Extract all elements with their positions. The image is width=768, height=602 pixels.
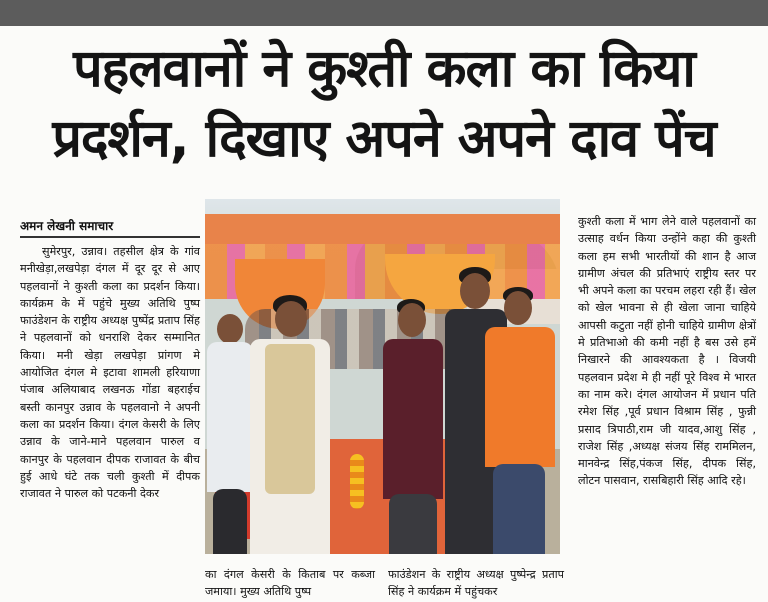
article-text-right: कुश्ती कला में भाग लेने वाले पहलवानों का उत्साह वर्धन किया उन्होंने कहा की कुश्ती कला हम सभी भारतीयों की शान है आज ग्रामीण अंचल की प्रतिभाएं राष्ट्रीय स्तर पर भी अपने कला का परचम लहरा रही हैं। खेल को खेल भावना से ही खेला जाना चाहिये आपसी कटुता नहीं होनी चाहिये ग्रामीण क्षेत्रों मे प्रतिभाओ की कमी नहीं है बस उसे हमें निखारने की आवश्यकता है । विजयी पहलवान प्रदेश मे ही नहीं पूरे विश्व मे भारत का नाम करे। दंगल आयोजन में प्रधान पति रमेश सिंह ,पूर्व प्रधान विश्राम सिंह , फुन्नी प्रसाद त्रिपाठी,राम जी यादव,आशु सिंह , राजेश सिंह ,अध्यक्ष संजय सिंह राममिलन, मानवेन्द्र सिंह,पंकज सिंह, दीपक सिंह, लोटन पासवान, रासबिहारी सिंह आदि रहे।: [578, 215, 756, 488]
headline-line-1: पहलवानों ने कुश्ती कला का किया: [73, 39, 695, 99]
byline: अमन लेखनी समाचार: [20, 219, 114, 233]
headline: [0, 34, 768, 174]
article-column-bottom-2: [388, 566, 564, 601]
article-text-left: सुमेरपुर, उन्नाव। तहसील क्षेत्र के गांव मनीखेड़ा,लखपेड़ा दंगल में दूर दूर से आए पहलवानों ने कुश्ती कला का प्रदर्शन किया। कार्यक्रम के में पहुंचे मुख्य अतिथि पुष्प फाउंडेशन के राष्ट्रीय अध्यक्ष पुष्पेंद्र प्रताप सिंह ने पहलवानों को धनराशि देकर सम्मानित किया। मनी खेड़ा लखपेड़ा प्रांगण मे आयोजित दंगल मे इटावा शामली हरियाणा पंजाब अलियाबाद लखनऊ गोंडा बहराईच बस्ती कानपुर उन्नाव के पहलवानो ने अपनी कला का प्रदर्शन किया। दंगल केसरी के लिए उन्नाव के जाने-माने पहलवान पारुल व कानपुर के पहलवान दीपक राजावत के बीच हुई आधे घंटे तक चली कुश्ती में दीपक राजावत ने पारुल को पटकनी देकर: [20, 245, 200, 501]
top-bar: [0, 0, 768, 26]
article-column-right: [578, 213, 756, 490]
article-column-bottom-1: [205, 566, 375, 601]
article-text-bottom-2: फाउंडेशन के राष्ट्रीय अध्यक्ष पुष्पेन्द्र प्रताप सिंह ने कार्यक्रम में पहुंचकर: [388, 568, 564, 599]
byline-divider: [20, 236, 200, 238]
article-text-bottom-1: का दंगल केसरी के किताब पर कब्जा जमाया। मुख्य अतिथि पुष्प: [205, 568, 375, 599]
headline-line-2: प्रदर्शन, दिखाए अपने अपने दाव पेंच: [52, 109, 716, 169]
article-column-left: [20, 243, 200, 502]
news-photo: [205, 199, 560, 554]
